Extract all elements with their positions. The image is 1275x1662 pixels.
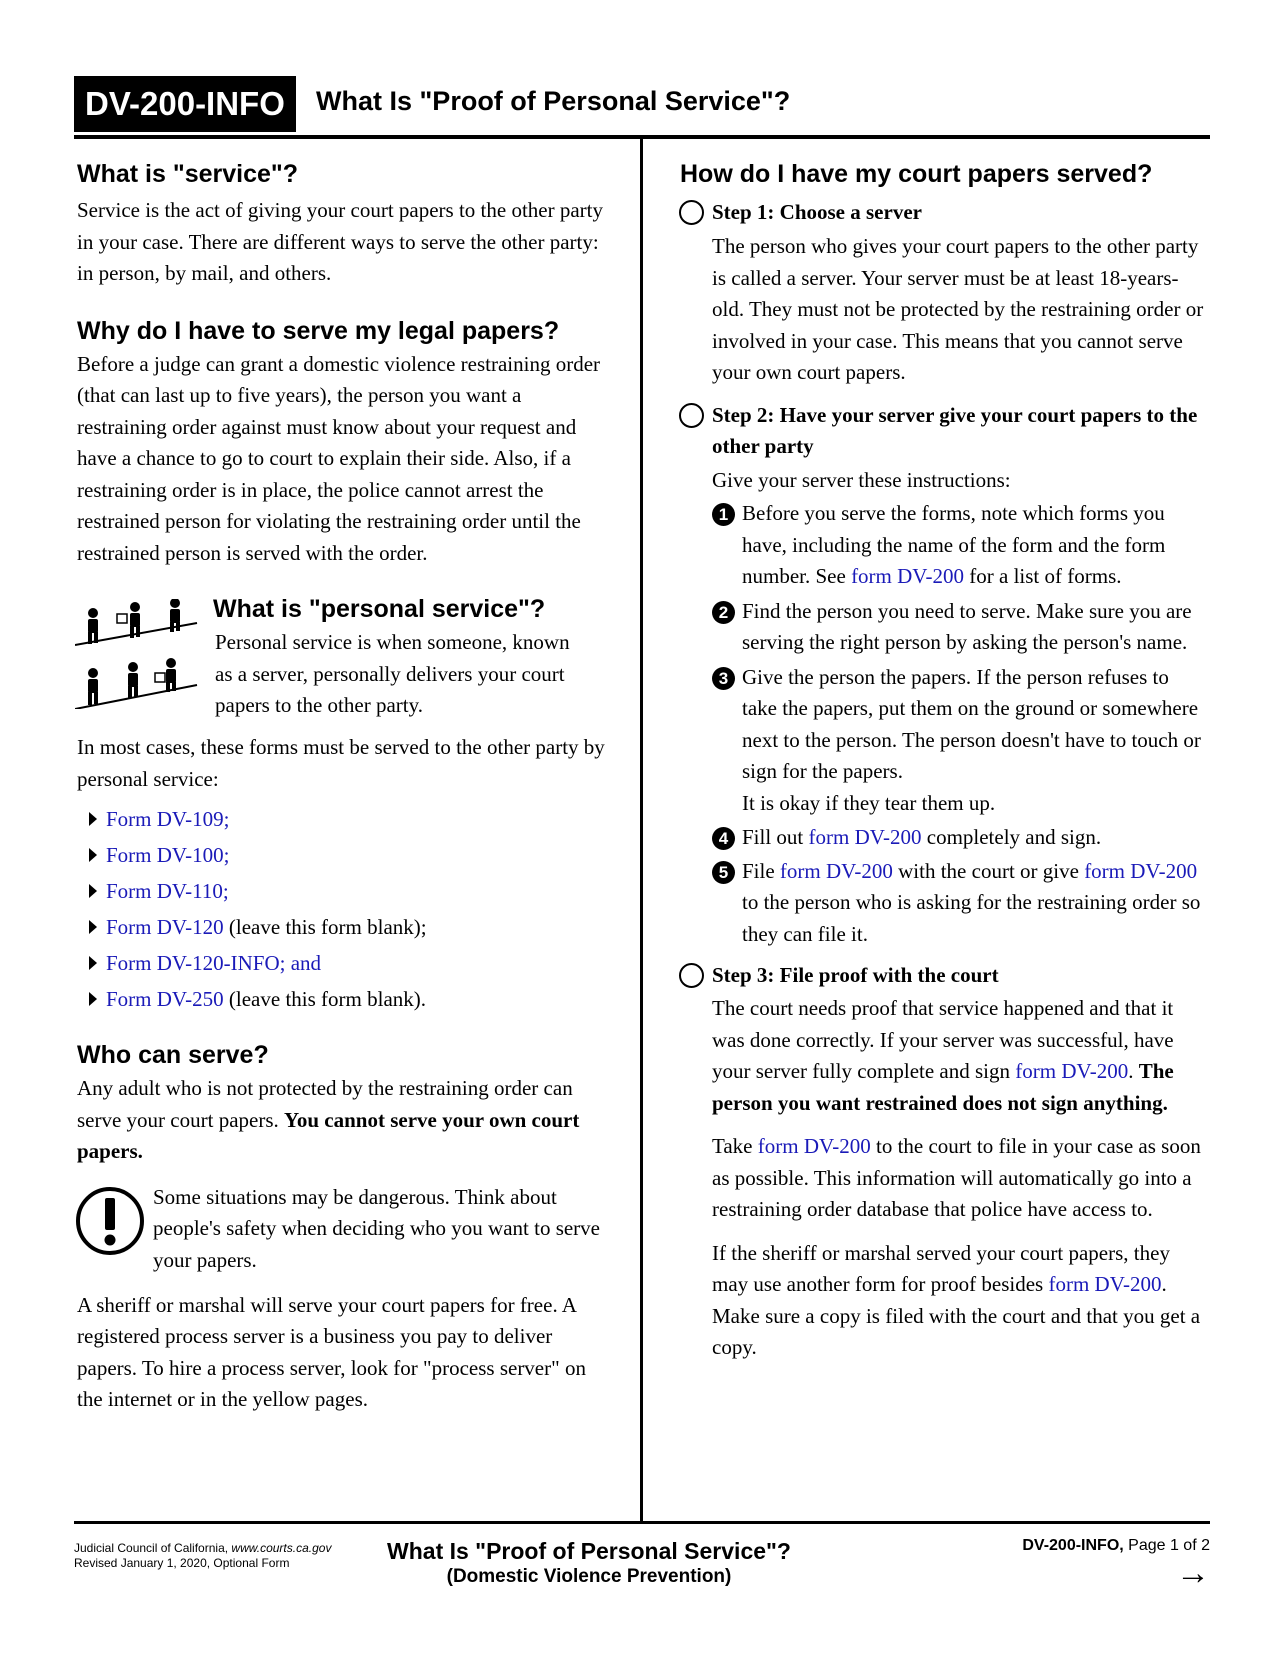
section-body-who-can-serve: Any adult who is not protected by the restraining order can serve your court papers. You cannot serve your own court papers. [77,1076,580,1163]
column-divider [640,139,643,1522]
triangle-bullet-icon [89,956,97,970]
forms-list [77,801,607,1017]
form-link[interactable]: form DV-200 [808,825,922,849]
footer-title-block [354,1537,824,1589]
triangle-bullet-icon [89,884,97,898]
bottom-rule [74,1521,1210,1524]
list-item [77,909,607,945]
form-note: (leave this form blank); [223,915,427,939]
form-header [74,76,1210,136]
step-2-intro: Give your server these instructions: [712,467,1011,492]
section-body-why-serve: Before a judge can grant a domestic violence restraining order (that can last up to five years), the person you want a restraining order against must know about your request and have a chance to go to court to explain their side. Also, if a restraining order is in place, the police cannot arrest the restrained person for violating the restraining order until the restrained person is served with the order. [77,351,601,565]
next-page-arrow-icon[interactable]: → [1176,1554,1210,1592]
page-title: What Is "Proof of Personal Service"? [316,86,791,116]
list-item [77,837,607,873]
list-item [77,981,607,1017]
instruction-3: 3 Give the person the papers. If the person refuses to take the papers, put them on the ground or somewhere next to the person. The person doesn't have to touch or sign for the papers. It is okay if they tear them up. [712,662,1208,820]
form-link[interactable]: Form DV-110; [106,879,229,903]
warning-block [77,1182,607,1282]
form-link[interactable]: Form DV-109; [106,807,230,831]
sheriff-text: A sheriff or marshal will serve your court papers for free. A registered process server is a business you pay to deliver papers. To hire a process server, look for "process server" on the internet or in the yellow pages. [77,1292,586,1411]
form-link[interactable]: form DV-200 [1084,858,1198,883]
form-link[interactable]: Form DV-250 [106,987,224,1011]
section-heading-service: What is "service"? [77,160,299,188]
numbered-badge-icon: 4 [712,827,735,850]
step-1-body: The person who gives your court papers to the other party is called a server. Your server must be at least 18-years-old. They must not be protected by the restraining order or involved in your case. This means that you cannot serve your own court papers. [712,234,1204,384]
form-link[interactable]: form DV-200 [851,564,965,588]
section-body-service: Service is the act of giving your court papers to the other party in your case. There are different ways to serve the other party: in person, by mail, and others. [77,198,604,285]
footer-form-id: DV-200-INFO, [1022,1537,1124,1554]
form-link[interactable]: Form DV-120-INFO; and [106,951,322,975]
warning-text: Some situations may be dangerous. Think about people's safety when deciding who you want to serve your papers. [153,1184,600,1272]
form-link[interactable]: form DV-200 [1015,1059,1129,1083]
form-link[interactable]: form DV-200 [757,1134,871,1158]
section-body-personal-service: Personal service is when someone, known as a server, personally delivers your court papers to the other party. [215,630,570,717]
form-link[interactable]: form DV-200 [779,858,893,883]
triangle-bullet-icon [89,920,97,934]
section-heading-why-serve: Why do I have to serve my legal papers? [77,316,560,345]
step-1 [680,197,1208,389]
step-3-p1: The court needs proof that service happened and that it was done correctly. If your server was successful, have your server fully complete and sign form DV-200. The person you want restrained does not sign anything. [712,996,1174,1115]
form-id-badge: DV-200-INFO [74,76,296,132]
footer-subtitle: (Domestic Violence Prevention) [446,1566,732,1587]
step-2 [680,400,1208,951]
triangle-bullet-icon [89,848,97,862]
left-column [77,158,607,1416]
numbered-badge-icon: 3 [712,667,735,690]
right-column [680,158,1208,1364]
form-link[interactable]: Form DV-100; [106,843,230,867]
form-link[interactable]: Form DV-120 [106,915,224,939]
list-item [77,801,607,837]
instruction-1: 1 Before you serve the forms, note which forms you have, including the name of the form and the form number. See form DV-200 for a list of forms. [712,498,1208,593]
page-footer [74,1537,1210,1607]
numbered-badge-icon: 5 [712,861,735,884]
numbered-badge-icon: 1 [712,503,735,526]
triangle-bullet-icon [89,992,97,1006]
numbered-badge-icon: 2 [712,601,735,624]
list-item [77,945,607,981]
footer-publisher: Judicial Council of California, www.courts.ca.gov Revised January 1, 2020, Optional Form [74,1541,332,1570]
form-note: (leave this form blank). [223,987,427,1011]
instruction-4: 4 Fill out form DV-200 completely and sign. [712,822,1208,854]
list-item [77,873,607,909]
triangle-bullet-icon [89,812,97,826]
section-heading-how-served: How do I have my court papers served? [680,160,1153,188]
instruction-2: 2 Find the person you need to serve. Make sure you are serving the right person by asking the person's name. [712,596,1208,659]
step-2-title: Step 2: Have your server give your court papers to the other party [712,402,1198,458]
step-3-p2: Take form DV-200 to the court to file in your case as soon as possible. This information will automatically go into a restraining order database that police have access to. [712,1134,1201,1221]
courts-website: www.courts.ca.gov [231,1541,332,1555]
section-heading-who-can-serve: Who can serve? [77,1041,269,1069]
step-circle-icon[interactable] [679,963,704,988]
forms-intro: In most cases, these forms must be served to the other party by personal service: [77,735,605,791]
step-circle-icon[interactable] [679,200,704,225]
step-3 [680,960,1208,1364]
instruction-5: 5 File form DV-200 with the court or give form DV-200 to the person who is asking for the restraining order so they can file it. [712,856,1208,951]
step-1-title: Step 1: Choose a server [712,200,922,224]
step-3-p3: If the sheriff or marshal served your court papers, they may use another form for proof besides form DV-200. Make sure a copy is filed with the court and that you get a copy. [712,1240,1201,1359]
exclamation-warning-icon [75,1186,145,1256]
people-serving-papers-icon [75,599,201,709]
section-heading-personal-service: What is "personal service"? [213,595,546,623]
step-circle-icon[interactable] [679,403,704,428]
page-number: Page 1 of 2 [1123,1537,1210,1554]
personal-service-block [77,593,607,733]
footer-title: What Is "Proof of Personal Service"? [387,1538,791,1564]
footer-page-info [1022,1537,1210,1591]
step-3-title: Step 3: File proof with the court [712,963,999,987]
form-link[interactable]: form DV-200 [1048,1272,1162,1296]
